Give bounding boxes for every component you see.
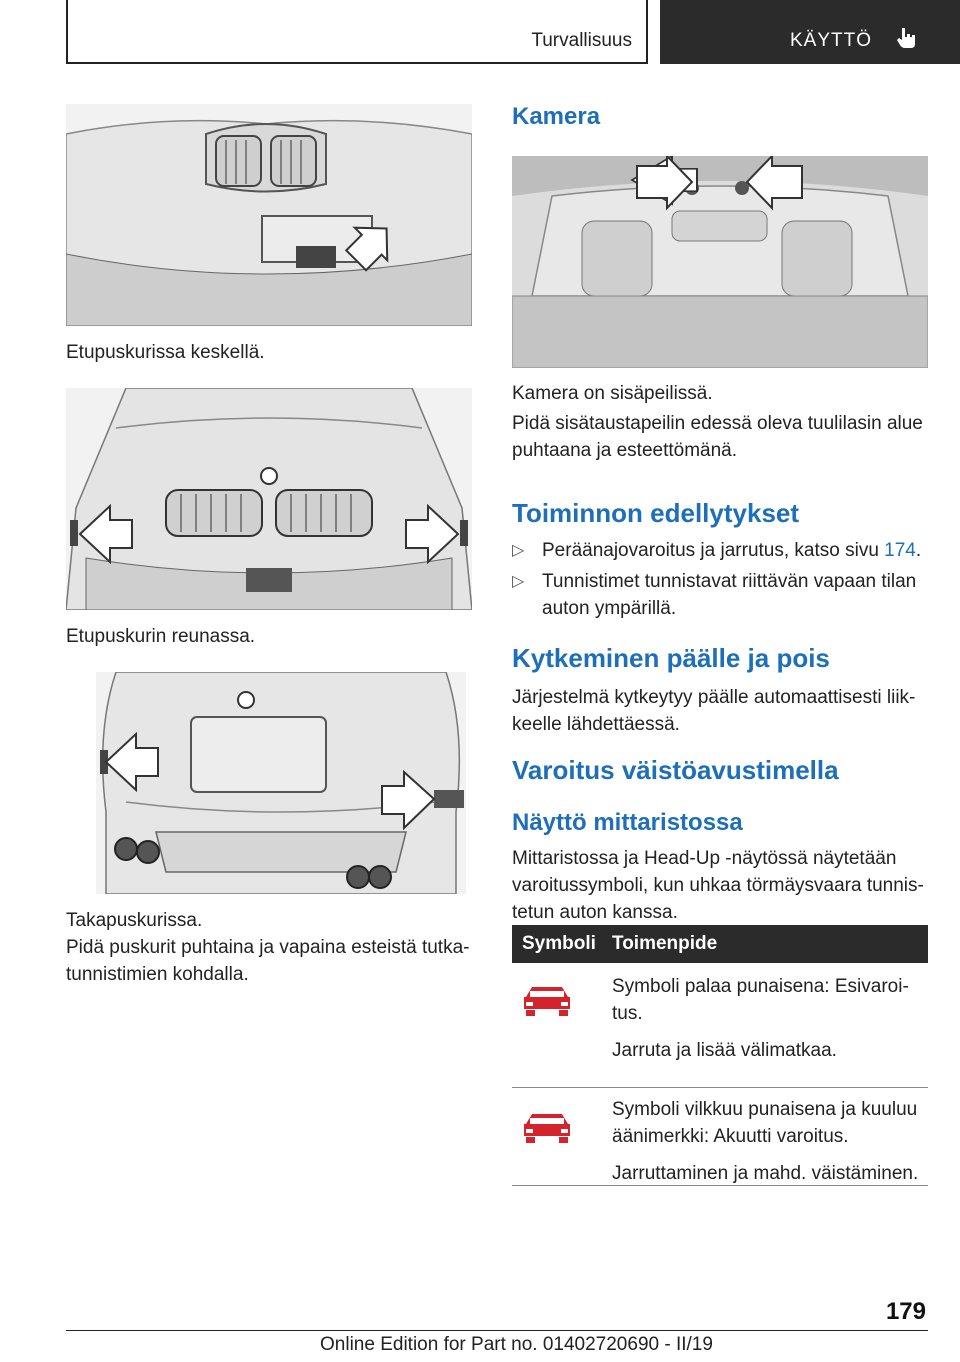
caption-rear-bumper: Takapuskurissa. <box>66 910 203 931</box>
bullet-item-sensors <box>512 568 928 622</box>
header-section-box <box>66 0 648 64</box>
footer-divider <box>66 1330 928 1331</box>
onoff-heading: Kytkeminen päälle ja pois <box>512 643 830 673</box>
bullet-text: Peräänajovaroitus ja jarrutus, katso sivu <box>542 540 885 561</box>
table-row <box>512 1088 928 1186</box>
bullet-text: Tunnistimet tunnistavat riittävän vapaan tilan auton ympärillä. <box>542 571 917 619</box>
table-row <box>512 963 928 1088</box>
bullet-triangle-icon: ▷ <box>512 542 525 559</box>
warning-symbol-table <box>512 925 928 1186</box>
red-car-icon <box>522 983 572 1022</box>
camera-heading: Kamera <box>512 103 601 130</box>
warning-heading: Varoitus väistöavustimella <box>512 755 839 785</box>
column-header-action: Toimenpide <box>612 933 718 954</box>
footer-edition: Online Edition for Part no. 01402720690 - II/19 <box>320 1334 713 1355</box>
bullet-triangle-icon: ▷ <box>512 573 525 590</box>
table-row-state: Symboli vilkkuu punaisena ja kuuluu äänimerkki: Akuutti varoitus. <box>612 1099 918 1147</box>
interior-camera-image <box>512 156 928 368</box>
table-row-state: Symboli palaa punaisena: Esivaroi-tus. <box>612 976 909 1024</box>
page-number: 179 <box>885 1298 926 1325</box>
display-paragraph: Mittaristossa ja Head-Up -näytössä näytetään varoitussymboli, kun uhkaa törmäysvaara tunnis-tetun auton kanssa. <box>512 848 924 923</box>
rear-bumper-image <box>96 672 466 894</box>
header-chapter-box <box>660 0 960 64</box>
pointing-hand-icon <box>896 26 918 50</box>
camera-caption: Kamera on sisäpeilissä. <box>512 383 713 404</box>
bullet-item-collision-warning <box>512 537 928 564</box>
requirements-heading: Toiminnon edellytykset <box>512 498 800 528</box>
caption-front-bumper-edge: Etupuskurin reunassa. <box>66 626 256 647</box>
header-chapter-title: KÄYTTÖ <box>790 30 873 51</box>
bumper-cleaning-paragraph: Pidä puskurit puhtaina ja vapaina esteistä tutka-tunnistimien kohdalla. <box>66 937 470 985</box>
display-heading: Näyttö mittaristossa <box>512 809 743 836</box>
page-reference-link[interactable]: 174 <box>884 540 916 561</box>
table-row-action: Jarruttaminen ja mahd. väistäminen. <box>612 1163 919 1184</box>
header-section-title: Turvallisuus <box>531 30 632 51</box>
onoff-paragraph: Järjestelmä kytkeytyy päälle automaattisesti liik-keelle lähdettäessä. <box>512 687 916 735</box>
caption-front-bumper-center: Etupuskurissa keskellä. <box>66 342 265 363</box>
table-row-action: Jarruta ja lisää välimatkaa. <box>612 1040 837 1061</box>
bullet-end: . <box>915 540 922 561</box>
front-bumper-edge-image <box>66 388 472 610</box>
camera-paragraph: Pidä sisätaustapeilin edessä oleva tuulilasin alue puhtaana ja esteettömänä. <box>512 413 923 461</box>
column-header-symbol: Symboli <box>522 933 596 954</box>
table-header <box>512 925 928 963</box>
red-car-icon <box>522 1110 572 1149</box>
front-bumper-center-image <box>66 104 472 326</box>
